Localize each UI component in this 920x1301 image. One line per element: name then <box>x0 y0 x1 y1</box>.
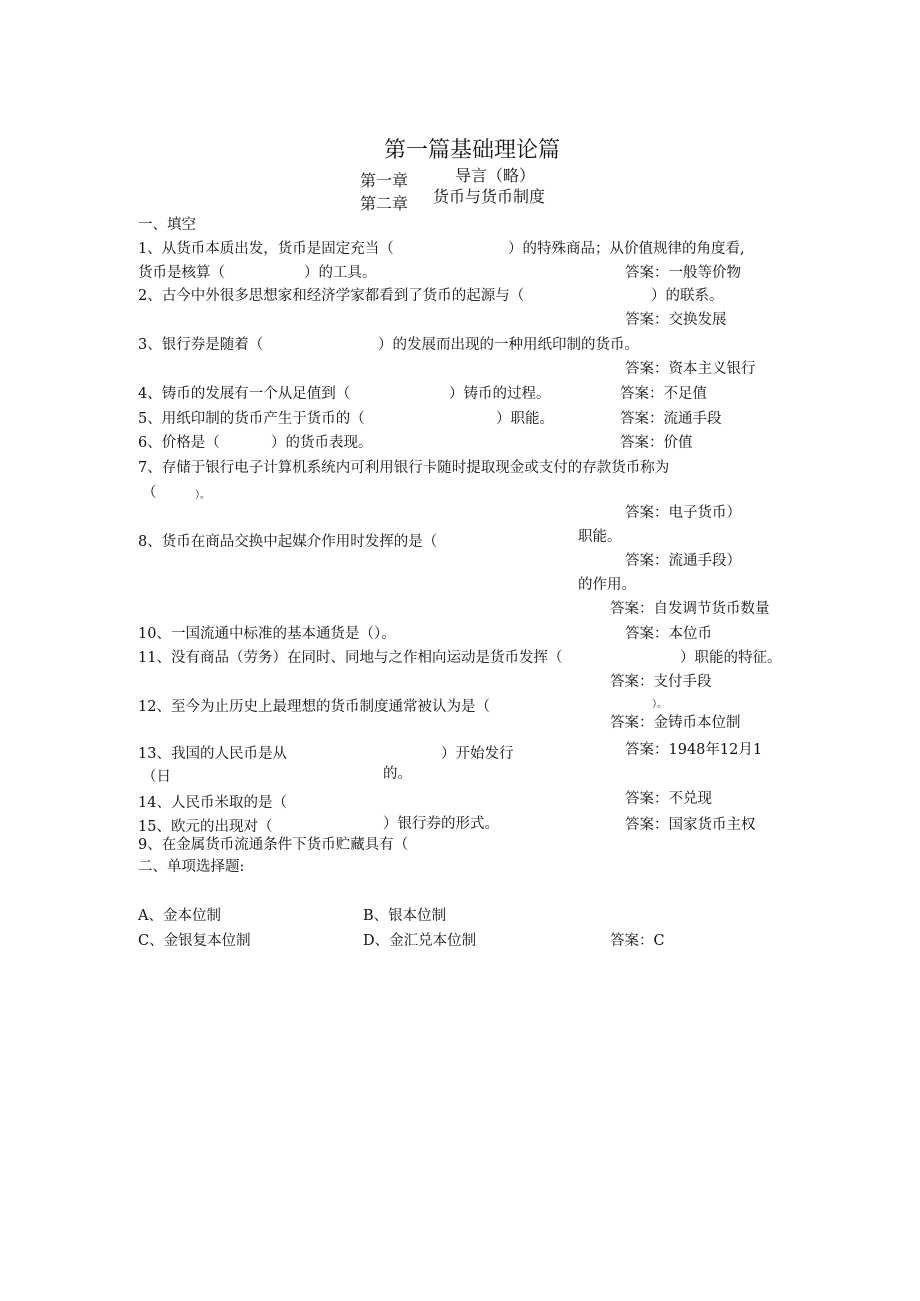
question-15-part-a: 15、欧元的出现对（ <box>138 819 273 835</box>
answer-8: 答案：流通手段） <box>625 553 741 569</box>
answer-12: 答案：金铸币本位制 <box>610 715 741 731</box>
question-9: 9、在金属货币流通条件下货币贮藏具有（ <box>138 837 409 853</box>
question-7-part-a: 7、存储于银行电子计算机系统内可利用银行卡随时提取现金或支付的存款货币称为 <box>138 460 670 476</box>
question-7-part-b: （ <box>142 485 157 501</box>
choice-option-a: A、金本位制 <box>138 908 221 924</box>
question-11-part-c: ）。 <box>652 699 667 710</box>
question-9-tail: 的作用。 <box>578 577 636 593</box>
question-13-part-d: 的。 <box>383 766 412 782</box>
choice-option-c: C、金银复本位制 <box>138 933 251 949</box>
section-fill-heading: 一、填空 <box>138 217 196 233</box>
question-3-part-a: 3、银行券是随着（ <box>138 337 264 353</box>
question-11-part-a: 11、没有商品（劳务）在同时、同地与之作相向运动是货币发挥（ <box>138 650 563 666</box>
question-1-part-d: ）的工具。 <box>304 265 377 281</box>
question-13-part-a: 13、我国的人民币是从 <box>138 746 287 762</box>
choice-option-d: D、金汇兑本位制 <box>363 933 477 949</box>
question-15-part-b: ）银行券的形式。 <box>383 816 499 832</box>
question-1-part-b: ）的特殊商品；从价值规律的角度看, <box>508 241 745 257</box>
chapter2-title: 货币与货币制度 <box>433 187 546 206</box>
question-12: 12、至今为止历史上最理想的货币制度通常被认为是（ <box>138 699 490 715</box>
question-2-part-b: ）的联系。 <box>651 288 724 304</box>
section-choice-heading: 二、单项选择题: <box>138 859 245 875</box>
question-8-tail: 职能。 <box>578 529 622 545</box>
question-6-part-b: ）的货币表现。 <box>271 435 373 451</box>
question-11-part-b: ）职能的特征。 <box>680 650 782 666</box>
choice-option-b: B、银本位制 <box>363 908 447 924</box>
answer-15: 答案：国家货币主权 <box>625 817 756 833</box>
question-3-part-b: ）的发展而出现的一种用纸印制的货币。 <box>378 337 639 353</box>
question-8: 8、货币在商品交换中起媒介作用时发挥的是（ <box>138 534 438 550</box>
answer-7: 答案：电子货币） <box>625 505 741 521</box>
question-2-part-a: 2、古今中外很多思想家和经济学家都看到了货币的起源与（ <box>138 288 525 304</box>
answer-9: 答案：自发调节货币数量 <box>610 601 770 617</box>
choice-answer: 答案：C <box>610 933 665 949</box>
question-4-part-a: 4、铸币的发展有一个从足值到（ <box>138 386 351 402</box>
question-13-part-c: （日 <box>142 769 171 785</box>
chapter2-label: 第二章 <box>360 194 409 213</box>
question-7-part-c: ）。 <box>195 490 210 501</box>
answer-5: 答案：流通手段 <box>620 411 722 427</box>
question-14: 14、人民币米取的是（ <box>138 795 287 811</box>
question-1-part-a: 1、从货币本质出发，货币是固定充当（ <box>138 241 394 257</box>
chapter1-title: 导言（略） <box>455 166 536 185</box>
question-10: 10、一国流通中标准的基本通货是（）。 <box>138 626 396 642</box>
answer-4: 答案：不足值 <box>620 386 707 402</box>
question-1-part-c: 货币是核算（ <box>138 265 225 281</box>
answer-11: 答案：支付手段 <box>610 674 712 690</box>
answer-6: 答案：价值 <box>620 435 693 451</box>
question-5-part-a: 5、用纸印制的货币产生于货币的（ <box>138 411 365 427</box>
answer-13: 答案：1948年12月1 <box>625 742 763 758</box>
question-6-part-a: 6、价格是（ <box>138 435 220 451</box>
question-4-part-b: ）铸币的过程。 <box>449 386 551 402</box>
question-5-part-b: ）职能。 <box>496 411 554 427</box>
answer-10: 答案：本位币 <box>625 626 712 642</box>
document-title: 第一篇基础理论篇 <box>384 138 561 163</box>
answer-14: 答案：不兑现 <box>625 791 712 807</box>
answer-2: 答案：交换发展 <box>625 312 727 328</box>
answer-1: 答案：一般等价物 <box>625 265 741 281</box>
chapter1-label: 第一章 <box>360 171 409 190</box>
question-13-part-b: ）开始发行 <box>441 746 514 762</box>
answer-3: 答案：资本主义银行 <box>625 361 756 377</box>
